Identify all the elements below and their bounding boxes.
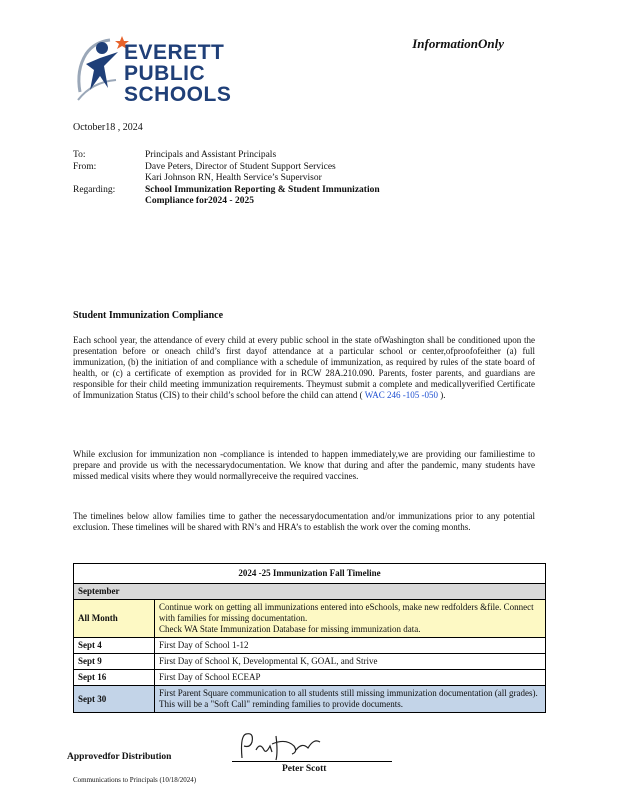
- timeline-date: Sept 16: [74, 670, 155, 686]
- timeline-date: Sept 9: [74, 654, 155, 670]
- everett-logo: [72, 30, 272, 110]
- regarding-label: Regarding:: [73, 184, 116, 195]
- immunization-timeline-table: [73, 563, 546, 713]
- from-value-1: Dave Peters, Director of Student Support Services: [145, 161, 336, 172]
- table-row: [74, 686, 546, 713]
- timeline-title: 2024 -25 Immunization Fall Timeline: [74, 564, 546, 584]
- to-value: Principals and Assistant Principals: [145, 150, 277, 160]
- memo-from-row-2: [73, 173, 515, 185]
- regarding-value-2: Compliance for2024 - 2025: [145, 196, 254, 206]
- from-value-2: Kari Johnson RN, Health Service’s Supervisor: [145, 173, 322, 183]
- memo-to-row: [73, 150, 515, 162]
- paragraph-requirements: Each school year, the attendance of every child at every public school in the state ofWashington shall be conditioned upon the presentation before or oneach child’s first dayof attendance at a particular school or center,ofproofofeither (a) full immunization, (b) the initiation of and compliance with a schedule of immunization, as required by rules of the state board of health, or (c) a certificate of exemption as provided for in RCW 28A.210.090. Parents, foster parents, and guardians are responsible for their child meeting immunization requirements. Theymust submit a complete and medicallyverified Certificate of Immunization Status (CIS) to their child’s school before the child can attend ( WAC 246 -105 -050 ).: [73, 335, 535, 400]
- footer-note: Communications to Principals (10/18/2024): [73, 776, 197, 784]
- table-row: [74, 638, 546, 654]
- table-row: [74, 670, 546, 686]
- table-row: [74, 600, 546, 638]
- signer-name: Peter Scott: [282, 764, 327, 774]
- memo-regarding-row: [73, 185, 515, 197]
- logo-figure-icon: [72, 30, 132, 110]
- paragraph-exclusion: While exclusion for immunization non -compliance is intended to happen immediately,we are providing our familiestime to prepare and provide us with the necessarydocumentation. We know that during and after the pandemic, many students have missed medical visits where they would normallyreceive the required vaccines.: [73, 449, 535, 481]
- regarding-value-1: School Immunization Reporting & Student Immunization: [145, 184, 380, 195]
- logo-wordmark: EVERETT PUBLIC SCHOOLS: [124, 41, 232, 106]
- timeline-date: Sept 4: [74, 638, 155, 654]
- memo-header: [73, 150, 515, 208]
- timeline-date: Sept 30: [74, 686, 155, 713]
- section-heading: Student Immunization Compliance: [73, 310, 224, 321]
- memo-from-row: [73, 162, 515, 174]
- timeline-text: First Parent Square communication to all students still missing immunization documentation (all grades). This will be a "Soft Call" reminding families to provide documents.: [155, 686, 546, 713]
- from-label: From:: [73, 161, 97, 172]
- to-label: To:: [73, 150, 86, 160]
- table-row: [74, 654, 546, 670]
- memo-regarding-row-2: [73, 196, 515, 208]
- paragraph-timelines: The timelines below allow families time to gather the necessarydocumentation and/or immunizations prior to any potential exclusion. These timelines will be shared with RN’s and HRA’s to establish the work over the coming months.: [73, 511, 535, 532]
- memo-date: October18 , 2024: [73, 122, 143, 133]
- timeline-date: All Month: [74, 600, 155, 638]
- wac-link[interactable]: WAC 246 -105 -050: [364, 390, 439, 400]
- timeline-text: First Day of School K, Developmental K, GOAL, and Strive: [155, 654, 546, 670]
- timeline-month: September: [74, 584, 546, 600]
- information-only-label: InformationOnly: [412, 36, 504, 51]
- timeline-text: Continue work on getting all immunizations entered into eSchools, make new redfolders &file. Connect with families for missing documentation. Check WA State Immunization Database for missing immunization data.: [155, 600, 546, 638]
- timeline-text: First Day of School ECEAP: [155, 670, 546, 686]
- timeline-text: First Day of School 1-12: [155, 638, 546, 654]
- approved-for-distribution: Approvedfor Distribution: [67, 752, 172, 762]
- signature-line: [232, 761, 392, 762]
- signature-icon: [236, 728, 326, 764]
